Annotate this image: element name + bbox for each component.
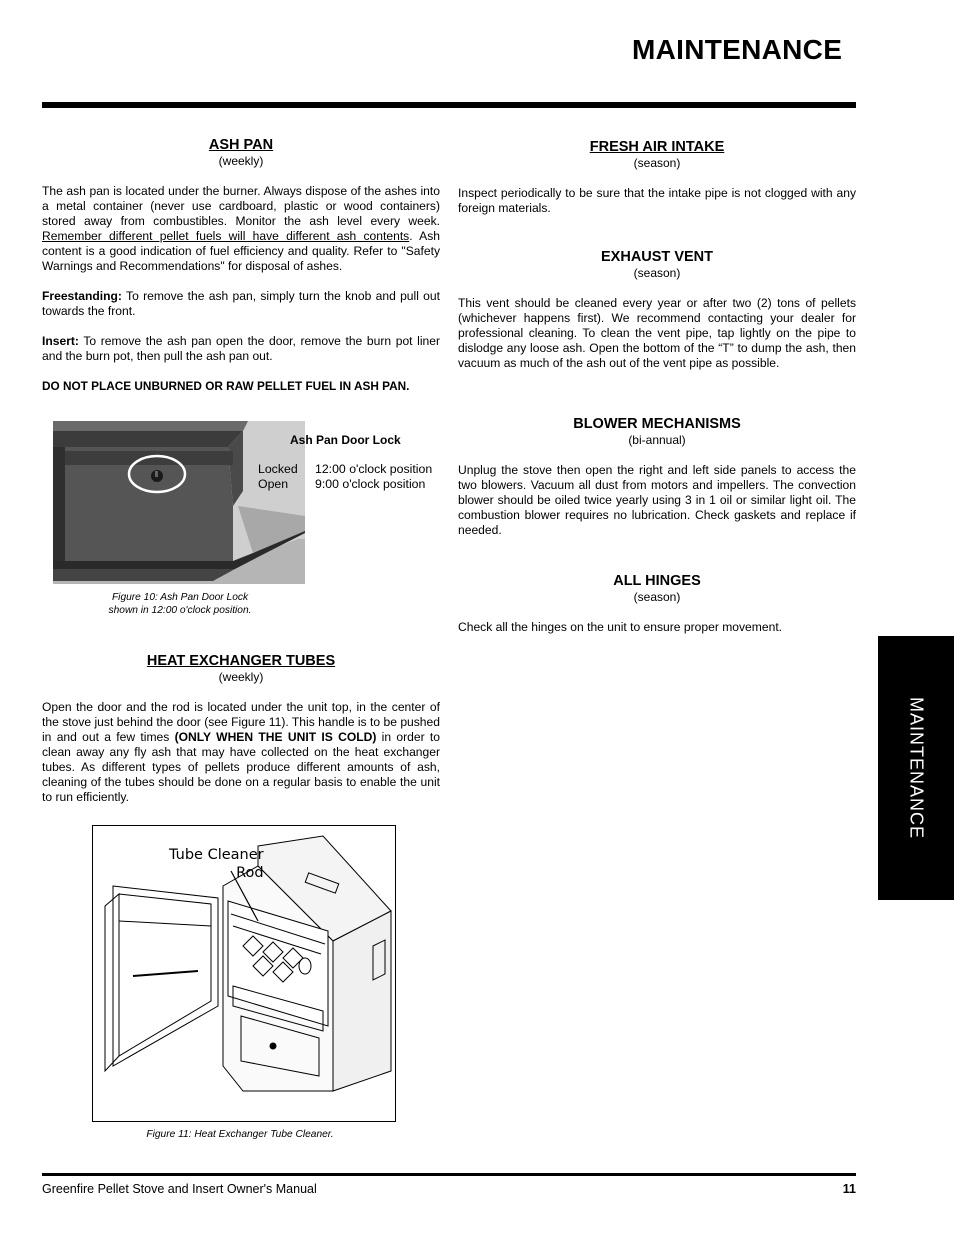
figure-10-caption xyxy=(60,591,300,617)
ash-pan-warning: DO NOT PLACE UNBURNED OR RAW PELLET FUEL IN ASH PAN. xyxy=(42,379,410,393)
ash-pan-underlined-text: Remember different pellet fuels will have different ash contents xyxy=(42,229,410,243)
ash-pan-illustration xyxy=(53,421,305,584)
footer-rule xyxy=(42,1173,856,1176)
fresh-air-heading: FRESH AIR INTAKE xyxy=(589,139,725,155)
figure-11-drawing xyxy=(92,825,396,1122)
hinges-section xyxy=(458,573,856,635)
ash-pan-text-1: The ash pan is located under the burner. Always dispose of the ashes into a metal container (never use cardboard, plastic or wood containers) stored away from combustibles. Monitor the ash level every week. xyxy=(42,184,440,228)
heat-exchanger-section xyxy=(42,653,440,805)
open-label: Open xyxy=(258,477,289,491)
lock-title: Ash Pan Door Lock xyxy=(290,433,401,447)
tube-cleaner-label-line-2: Rod xyxy=(236,865,264,881)
ash-pan-section xyxy=(42,137,440,394)
hinges-heading: ALL HINGES xyxy=(613,573,701,589)
insert-text: To remove the ash pan open the door, remove the burn pot liner and the burn pot, then pull the ash pan out. xyxy=(42,334,440,363)
section-side-tab xyxy=(878,636,954,900)
blower-section xyxy=(458,416,856,538)
fresh-air-frequency: (season) xyxy=(633,156,681,170)
exhaust-section xyxy=(458,249,856,371)
ash-pan-frequency: (weekly) xyxy=(218,154,264,168)
header-rule xyxy=(42,102,856,108)
blower-heading: BLOWER MECHANISMS xyxy=(573,416,741,432)
exhaust-frequency: (season) xyxy=(633,266,681,280)
insert-label: Insert: xyxy=(42,334,79,348)
heat-exchanger-bold-text: (ONLY WHEN THE UNIT IS COLD) xyxy=(174,730,377,744)
locked-value: 12:00 o'clock position xyxy=(315,462,433,476)
figure-11-caption: Figure 11: Heat Exchanger Tube Cleaner. xyxy=(146,1129,334,1140)
fresh-air-text: Inspect periodically to be sure that the intake pipe is not clogged with any foreign materials. xyxy=(458,186,856,215)
tube-cleaner-rod-label xyxy=(169,846,264,882)
ash-pan-paragraph xyxy=(42,184,440,274)
tube-cleaner-label-line-1: Tube Cleaner xyxy=(169,847,264,863)
ash-pan-text-2: . Ash content is a good indication of fuel efficiency and quality. Refer to "Safety Warnings and Recommendations" for disposal of ashes. xyxy=(42,229,440,273)
blower-text: Unplug the stove then open the right and left side panels to access the two blowers. Vacuum all dust from motors and impellers. The convection blower should be oiled twice yearly using 3 in 1 oil or similar light oil. The combustion blower requires no lubrication. Check gaskets and replace if needed. xyxy=(458,463,856,537)
page-number: 11 xyxy=(842,1182,856,1196)
blower-frequency: (bi-annual) xyxy=(628,433,686,447)
locked-label: Locked xyxy=(258,462,298,476)
heat-exchanger-paragraph xyxy=(42,700,440,805)
side-tab-label: MAINTENANCE xyxy=(906,696,927,840)
heat-exchanger-frequency: (weekly) xyxy=(218,670,264,684)
exhaust-heading: EXHAUST VENT xyxy=(601,249,713,265)
heat-exchanger-text-1: Open the door and the rod is located under the unit top, in the center of the stove just behind the door (see Figure 11). This handle is to be pushed in and out a few times xyxy=(42,700,440,744)
figure-10-caption-line-1: Figure 10: Ash Pan Door Lock xyxy=(111,592,249,603)
footer-manual-title: Greenfire Pellet Stove and Insert Owner's Manual xyxy=(42,1182,317,1196)
freestanding-text: To remove the ash pan, simply turn the knob and pull out towards the front. xyxy=(42,289,440,318)
hinges-text: Check all the hinges on the unit to ensure proper movement. xyxy=(458,620,783,634)
figure-10-caption-line-2: shown in 12:00 o'clock position. xyxy=(108,605,252,616)
lock-row-open xyxy=(258,477,426,491)
freestanding-paragraph xyxy=(42,289,440,319)
page-title: MAINTENANCE xyxy=(632,34,843,65)
freestanding-label: Freestanding: xyxy=(42,289,122,303)
insert-paragraph xyxy=(42,334,440,364)
heat-exchanger-text-2: in order to clean away any fly ash that may have collected on the heat exchanger tubes. As different types of pellets produce different amounts of ash, cleaning of the tubes should be done on a regular basis to enable the unit to run efficiently. xyxy=(42,730,440,804)
heat-exchanger-heading: HEAT EXCHANGER TUBES xyxy=(146,653,336,669)
lock-row-locked xyxy=(258,462,433,476)
open-value: 9:00 o'clock position xyxy=(315,477,426,491)
figure-10-ash-pan-photo xyxy=(53,421,305,584)
exhaust-text: This vent should be cleaned every year or after two (2) tons of pellets (whichever happens first). We recommend contacting your dealer for professional cleaning. To clean the vent pipe, tap lightly on the pipe to dislodge any loose ash. Open the bottom of the “T” to dump the ash, then vacuum as much of the ash out of the vent pipe as possible. xyxy=(458,296,856,370)
ash-pan-heading: ASH PAN xyxy=(208,137,274,153)
fresh-air-section xyxy=(458,139,856,216)
hinges-frequency: (season) xyxy=(633,590,681,604)
